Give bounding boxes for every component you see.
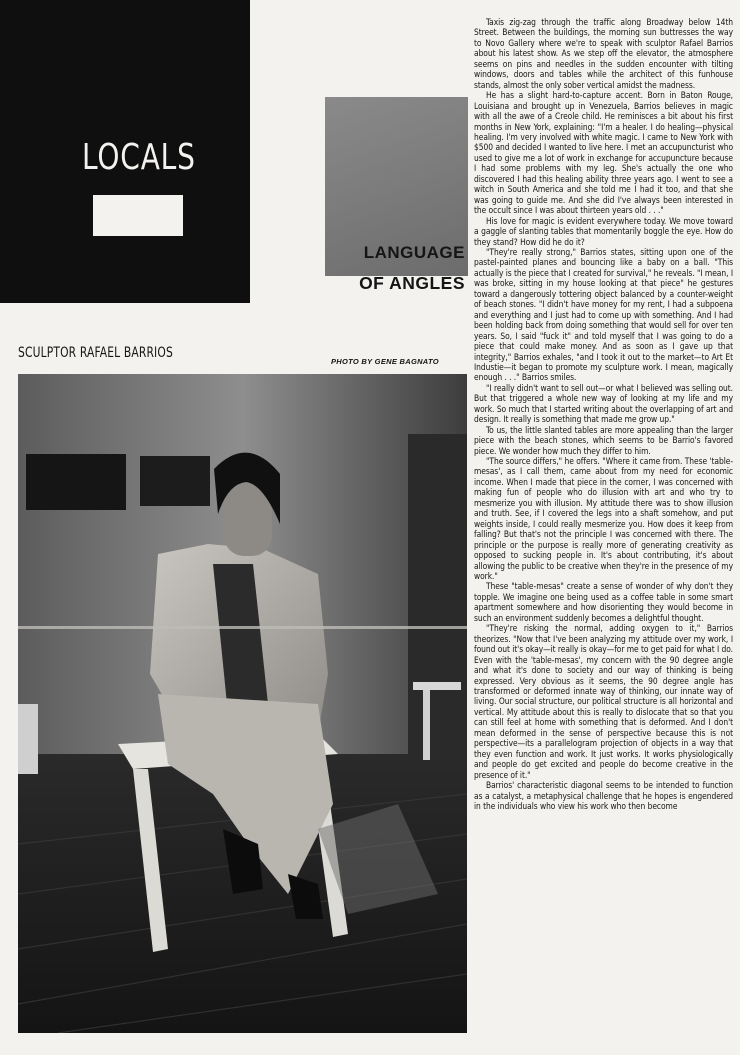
headline-line-2: OF ANGLES [359, 273, 465, 293]
article-paragraph: "The source differs," he offers. "Where it came from. These 'table-mesas', as I call them, came about from my need for economic income. When I made that piece in the corner, I was concerned with making fun of people who do illusion with art and who try to mesmerize you with illusion. My attitude there was to show illusion and truth. See, if I covered the legs into a shaft somehow, and put weights inside, I could really mesmerize you. How does it keep from falling? But that's not the principle I was concerned with there. The principle or the purpose is really more of generating creativity as opposed to sucking people in. It's about contributing, it's about allowing the public to be creative when they're in the presence of my work." [474, 456, 733, 582]
article-paragraph: "I really didn't want to sell out—or what I believed was selling out. But that triggered a whole new way of looking at my life and my work. So much that I started writing about the overlapping of art and design. It really is something that made me grow up." [474, 382, 733, 425]
headline-line-1: LANGUAGE [363, 243, 465, 262]
article-paragraph: "They're really strong," Barrios states, sitting upon one of the pastel-painted planes and bouncing like a baby on a ball. "This actually is the piece that I created for survival," he reveals. "I mean, I was broke, sitting in my house looking at that piece" he gestures toward a dangerously tottering object balanced by a counter-weight of beach stones. "I didn't have money for my rent, I had a subpoena and everything and I just had to come up with something. And I had been holding back from doing something that would sell for over ten years. So, I said "fuck it" and told myself that I was going to do a piece that could make money. And as soon as I gave up that integrity," Barrios exhales, "and I took it out to the market—to Art Et Industie—it began to promote my sculpture work. I mean, magically enough . . ." Barrios smiles. [474, 246, 733, 383]
article-paragraph: His love for magic is evident everywhere today. We move toward a gaggle of slanting tables that momentarily boggle the eye. How do they stand? How did he do it? [474, 215, 733, 247]
photo-illustration [18, 374, 467, 1033]
photo-credit: PHOTO BY GENE BAGNATO [331, 357, 439, 366]
locals-section-header [0, 0, 250, 303]
article-paragraph: These "table-mesas" create a sense of wonder of why don't they topple. We imagine one being used as a coffee table in some smart apartment somewhere and how disorienting they would become in such an environment suddenly becomes a delightful thought. [474, 581, 733, 623]
section-title: LOCALS [82, 137, 196, 178]
article-paragraph: Barrios' characteristic diagonal seems to be intended to function as a catalyst, a metaphysical challenge that he hopes is engendered in the individuals who view his work who then become [474, 780, 733, 811]
section-title-box [93, 195, 183, 236]
article-paragraph: He has a slight hard-to-capture accent. Born in Baton Rouge, Louisiana and brought up in Venezuela, Barrios believes in magic with all the awe of a Creole child. He reminisces a bit about his first months in New York, explaining: "I'm a healer. I do healing—physical healing. I'm very involved with white magic. I came to New York with $500 and decided I wanted to live here. I met an accupuncturist who used to give me a lot of work in exchange for accupuncture because I had some problems with my leg. She's actually the one who discovered I had this healing ability three years ago. I went to see a witch in South America and she told me I had it too, and that she was going to guide me. And she did I've always been interested in the occult since I was about thirteen years old . . ." [474, 90, 733, 216]
article-paragraph: Taxis zig-zag through the traffic along Broadway below 14th Street. Between the buildings, the morning sun buttresses the way to Novo Gallery where we're to speak with sculptor Rafael Barrios about his latest show. As we step off the elevator, the atmosphere seems on pins and needles in the sudden encounter with tilting windows, doors and tables while the architect of this funhouse stands, almost the only sober vertical amidst the madness. [474, 17, 733, 90]
article-paragraph: To us, the little slanted tables are more appealing than the larger piece with the beach stones, which seems to be Barrio's favored piece. We wonder how much they differ to him. [474, 424, 733, 456]
article-body [474, 17, 733, 1055]
photo-caption: SCULPTOR RAFAEL BARRIOS [18, 345, 173, 361]
sculptor-portrait-photo [18, 374, 467, 1033]
article-paragraph: "They're risking the normal, adding oxygen to it," Barrios theorizes. "Now that I've been analyzing my attitude over my work, I found out it's okay—it really is okay—for me to get paid for what I do. Even with the 'table-mesas', my concern with the 90 degree angle and what it's done to society and our way of thinking is being expressed. Very obvious as it seems, the 90 degree angle has transformed or deformed innate way of thinking, our innate way of living. Our social structure, our political structure is all horizontal and vertical. My attitude about this is really to dislocate that so that you can still feel at home with something that is deformed. And I don't mean deformed in the sense of perspective because this is not perspective—its a parallelogram projection of objects in a way that they even function and work. It just works. It works physiologically and people do get excited and people do become creative in the presence of it." [474, 623, 733, 780]
